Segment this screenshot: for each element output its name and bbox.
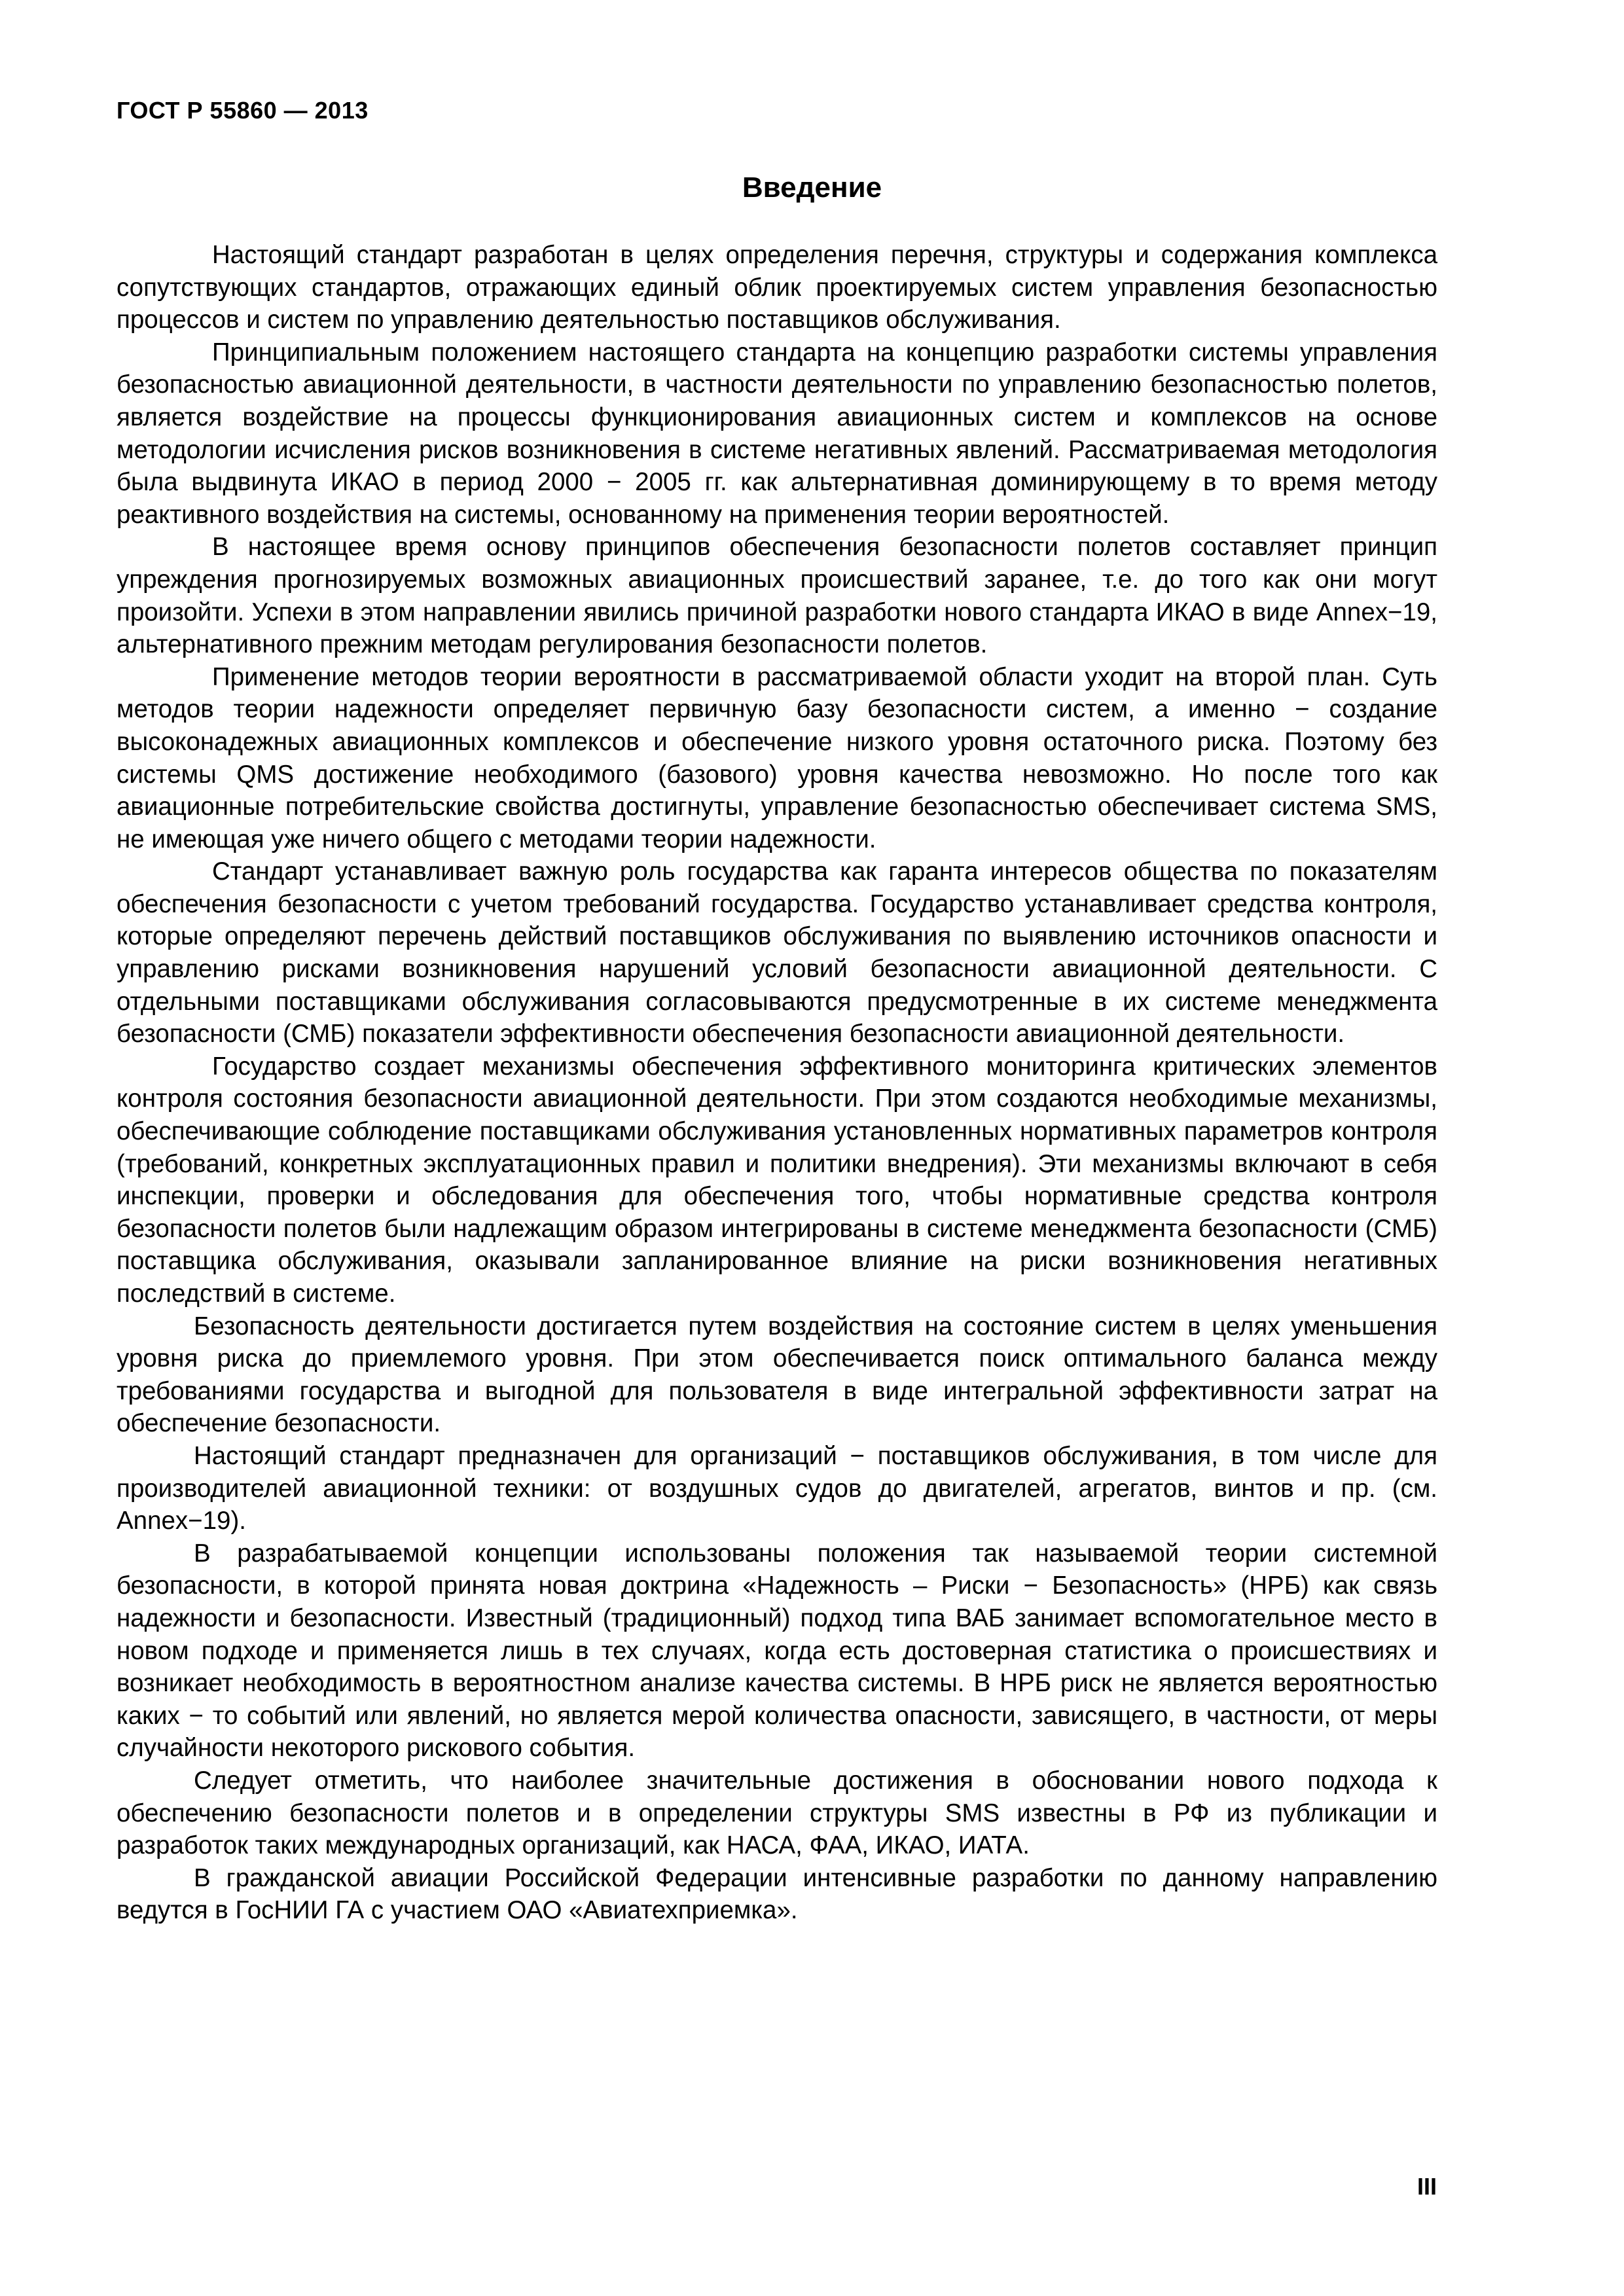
paragraph-10: Следует отметить, что наиболее значительные достижения в обосновании нового подхода к обеспечению безопасности полетов и в определении структуры SMS известны в РФ из публикации и разработок таких международных организаций, как НАСА, ФАА, ИКАО, ИАТА. [117,1766,1437,1860]
section-body [117,239,1437,1927]
paragraph-4: Применение методов теории вероятности в рассматриваемой области уходит на второй план. Суть методов теории надежности определяет первичную базу безопасности систем, а именно − создание высоконадежных авиационных комплексов и обеспечение низкого уровня остаточного риска. Поэтому без системы QMS достижение необходимого (базового) уровня качества невозможно. Но после того как авиационные потребительские свойства достигнуты, управление безопасностью обеспечивает система SMS, не имеющая уже ничего общего с методами теории надежности. [117,662,1437,853]
paragraph-2: Принципиальным положением настоящего стандарта на концепцию разработки системы управления безопасностью авиационной деятельности, в частности деятельности по управлению безопасностью полетов, является воздействие на процессы функционирования авиационных систем и комплексов на основе методологии исчисления рисков возникновения в системе негативных явлений. Рассматриваемая методология была выдвинута ИКАО в период 2000 − 2005 гг. как альтернативная доминирующему в то время методу реактивного воздействия на системы, основанному на применения теории вероятностей. [117,338,1437,529]
paragraph-9: В разрабатываемой концепции использованы положения так называемой теории системной безопасности, в которой принята новая доктрина «Надежность – Риски − Безопасность» (НРБ) как связь надежности и безопасности. Известный (традиционный) подход типа ВАБ занимает вспомогательное место в новом подходе и применяется лишь в тех случаях, когда есть достоверная статистика о происшествиях и возникает необходимость в вероятностном анализе качества системы. В НРБ риск не является вероятностью каких − то событий или явлений, но является мерой количества опасности, зависящего, в частности, от меры случайности некоторого рискового события. [117,1539,1437,1763]
page-number: III [1416,2173,1437,2200]
paragraph-6: Государство создает механизмы обеспечения эффективного мониторинга критических элементов контроля состояния безопасности авиационной деятельности. При этом создаются необходимые механизмы, обеспечивающие соблюдение поставщиками обслуживания установленных нормативных параметров контроля (требований, конкретных эксплуатационных правил и политики внедрения). Эти механизмы включают в себя инспекции, проверки и обследования для обеспечения того, чтобы нормативные средства контроля безопасности полетов были надлежащим образом интегрированы в системе менеджмента безопасности (СМБ) поставщика обслуживания, оказывали запланированное влияние на риски возникновения негативных последствий в системе. [117,1052,1437,1308]
paragraph-11: В гражданской авиации Российской Федерации интенсивные разработки по данному направлению ведутся в ГосНИИ ГА с участием ОАО «Авиатехприемка». [117,1863,1437,1925]
section-title: Введение [742,171,882,204]
paragraph-1: Настоящий стандарт разработан в целях определения перечня, структуры и содержания комплекса сопутствующих стандартов, отражающих единый облик проектируемых систем управления безопасностью процессов и систем по управлению деятельностью поставщиков обслуживания. [117,241,1437,334]
document-header-id: ГОСТ Р 55860 — 2013 [117,97,369,124]
paragraph-7: Безопасность деятельности достигается путем воздействия на состояние систем в целях уменьшения уровня риска до приемлемого уровня. При этом обеспечивается поиск оптимального баланса между требованиями государства и выгодной для пользователя в виде интегральной эффективности затрат на обеспечение безопасности. [117,1312,1437,1438]
paragraph-5: Стандарт устанавливает важную роль государства как гаранта интересов общества по показателям обеспечения безопасности с учетом требований государства. Государство устанавливает средства контроля, которые определяют перечень действий поставщиков обслуживания по выявлению источников опасности и управлению рисками возникновения нарушений условий безопасности авиационной деятельности. С отдельными поставщиками обслуживания согласовываются предусмотренные в их системе менеджмента безопасности (СМБ) показатели эффективности обеспечения безопасности авиационной деятельности. [117,857,1437,1049]
paragraph-3: В настоящее время основу принципов обеспечения безопасности полетов составляет принцип упреждения прогнозируемых возможных авиационных происшествий заранее, т.е. до того как они могут произойти. Успехи в этом направлении явились причиной разработки нового стандарта ИКАО в виде Annex−19, альтернативного прежним методам регулирования безопасности полетов. [117,533,1437,659]
paragraph-8: Настоящий стандарт предназначен для организаций − поставщиков обслуживания, в том числе для производителей авиационной техники: от воздушных судов до двигателей, агрегатов, винтов и пр. (см. Annex−19). [117,1441,1437,1535]
